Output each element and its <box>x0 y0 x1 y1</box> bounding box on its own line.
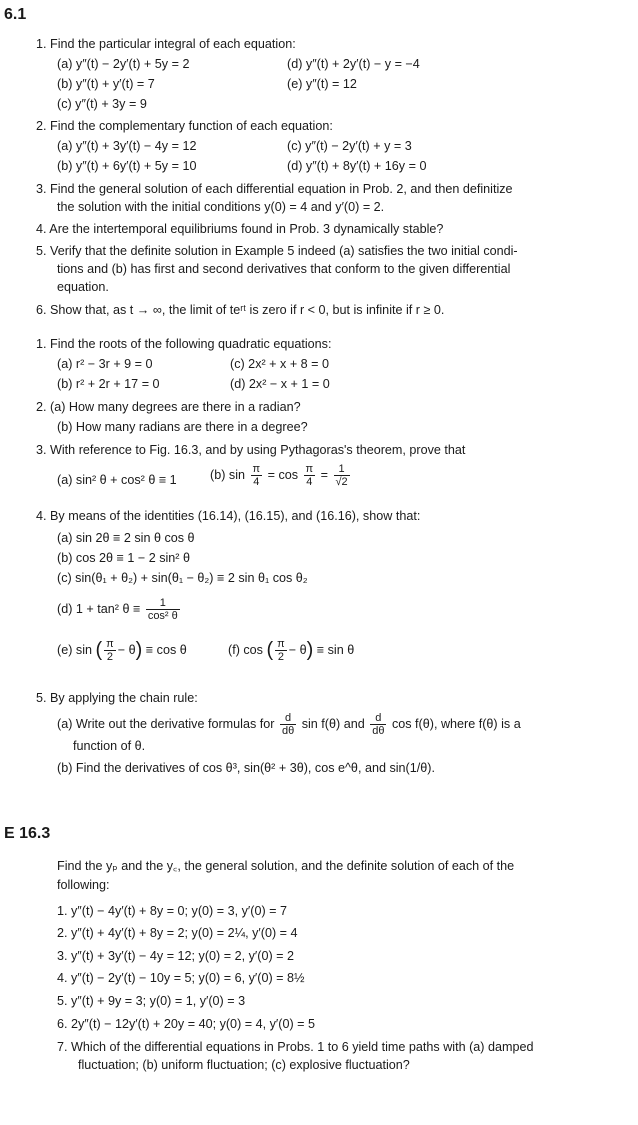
frac-den: dθ <box>281 725 295 737</box>
problem-1e: (e) y″(t) = 12 <box>287 77 357 91</box>
problem-5-line2: tions and (b) has first and second derivatives that conform to the given differential <box>57 262 511 276</box>
problem-1c: (c) y″(t) + 3y = 9 <box>57 97 147 111</box>
frac-num: π <box>106 638 114 650</box>
frac-den: dθ <box>372 725 385 737</box>
q1b: (b) r² + 2r + 17 = 0 <box>57 377 160 391</box>
frac-1-over-sqrt2 <box>334 463 350 488</box>
problem-3-line2: the solution with the initial conditions y(0) = 4 and y′(0) = 2. <box>57 200 385 214</box>
problem-2c: (c) y″(t) − 2y′(t) + y = 3 <box>287 139 412 153</box>
intro-line2: following: <box>57 878 110 892</box>
frac-num: 1 <box>334 463 350 476</box>
minus-theta: − θ <box>288 642 307 657</box>
open-paren: ( <box>95 639 103 662</box>
problem-2: 2. Find the complementary function of each equation: <box>36 119 333 133</box>
close-paren: ) <box>306 639 314 662</box>
problem-3-line1: 3. Find the general solution of each differential equation in Prob. 2, and then definitize <box>36 182 513 196</box>
problem-2d: (d) y″(t) + 8y′(t) + 16y = 0 <box>287 159 427 173</box>
problem-1d: (d) y″(t) + 2y′(t) − y = −4 <box>287 57 420 71</box>
q4b: (b) cos 2θ ≡ 1 − 2 sin² θ <box>57 551 190 565</box>
frac-d-dtheta-2 <box>370 712 386 737</box>
q5a-text1: (a) Write out the derivative formulas for <box>57 716 275 731</box>
q4f-rhs: ≡ sin θ <box>316 642 355 657</box>
q4d <box>57 597 182 622</box>
frac-d-dtheta-1 <box>280 712 296 737</box>
problem-2b: (b) y″(t) + 6y′(t) + 5y = 10 <box>57 159 197 173</box>
q1a: (a) r² − 3r + 9 = 0 <box>57 357 153 371</box>
frac-den: cos² θ <box>147 610 178 622</box>
frac-pi-over-2-f <box>275 638 287 663</box>
problem-2a: (a) y″(t) + 3y′(t) − 4y = 12 <box>57 139 197 153</box>
exercise-6: 6. 2y″(t) − 12y′(t) + 20y = 40; y(0) = 4, y′(0) = 5 <box>57 1017 316 1031</box>
frac-pi-over-2-e <box>104 638 116 663</box>
q5b: (b) Find the derivatives of cos θ³, sin(θ² + 3θ), cos e^θ, and sin(1/θ). <box>57 761 435 775</box>
exercise-1: 1. y″(t) − 4y′(t) + 8y = 0; y(0) = 3, y′(0) = 7 <box>57 904 288 918</box>
q4f-label: (f) cos <box>228 642 263 657</box>
problem-5-line1: 5. Verify that the definite solution in Example 5 indeed (a) satisfies the two initial condi- <box>36 244 518 258</box>
q1: 1. Find the roots of the following quadratic equations: <box>36 337 332 351</box>
q4c: (c) sin(θ₁ + θ₂) + sin(θ₁ − θ₂) ≡ 2 sin θ₁ cos θ₂ <box>57 571 308 585</box>
q4e-label: (e) sin <box>57 642 92 657</box>
q5a <box>57 712 521 737</box>
q5a-line2: function of θ. <box>73 739 146 753</box>
frac-pi-over-4-b <box>304 463 316 488</box>
q2a: 2. (a) How many degrees are there in a radian? <box>36 400 301 414</box>
frac-den: 2 <box>277 651 285 663</box>
problem-5-line3: equation. <box>57 280 109 294</box>
frac-den: 2 <box>106 651 114 663</box>
minus-theta: − θ <box>117 642 136 657</box>
q3b <box>210 463 352 488</box>
frac-num: d <box>370 712 386 725</box>
open-paren: ( <box>266 639 274 662</box>
exercise-2: 2. y″(t) + 4y′(t) + 8y = 2; y(0) = 2¼, y′(0) = 4 <box>57 926 298 940</box>
close-paren: ) <box>135 639 143 662</box>
q4a: (a) sin 2θ ≡ 2 sin θ cos θ <box>57 531 195 545</box>
exercise-4: 4. y″(t) − 2y′(t) − 10y = 5; y(0) = 6, y′(0) = 8½ <box>57 971 305 985</box>
frac-den: √2 <box>335 476 348 488</box>
problem-1b: (b) y″(t) + y′(t) = 7 <box>57 77 155 91</box>
section-heading-6-1: 6.1 <box>4 6 27 23</box>
frac-num: π <box>277 638 285 650</box>
frac-num: π <box>252 463 261 475</box>
q3b-label: (b) sin <box>210 467 245 482</box>
intro-line1: Find the yₚ and the y꜀, the general solution, and the definite solution of each of the <box>57 859 515 873</box>
exercise-7-line2: fluctuation; (b) uniform fluctuation; (c) explosive fluctuation? <box>78 1058 410 1072</box>
exercise-7-line1: 7. Which of the differential equations in Probs. 1 to 6 yield time paths with (a) damped <box>57 1040 534 1054</box>
q4d-label: (d) 1 + tan² θ ≡ <box>57 601 141 616</box>
problem-6: 6. Show that, as t → ∞, the limit of teʳᵗ is zero if r < 0, but is infinite if r ≥ 0. <box>36 303 445 317</box>
frac-num: d <box>280 712 296 725</box>
q4f <box>228 638 354 663</box>
exercise-5: 5. y″(t) + 9y = 3; y(0) = 1, y′(0) = 3 <box>57 994 246 1008</box>
q5a-text2: sin f(θ) and <box>301 716 365 731</box>
q5: 5. By applying the chain rule: <box>36 691 198 705</box>
exercise-3: 3. y″(t) + 3y′(t) − 4y = 12; y(0) = 2, y′(0) = 2 <box>57 949 295 963</box>
frac-pi-over-4-a <box>251 463 263 488</box>
q4e-rhs: ≡ cos θ <box>145 642 187 657</box>
q4e <box>57 638 187 663</box>
frac-den: 4 <box>253 476 260 488</box>
frac-num: 1 <box>146 597 180 610</box>
problem-1: 1. Find the particular integral of each equation: <box>36 37 296 51</box>
q3b-mid: = cos <box>267 467 299 482</box>
q1c: (c) 2x² + x + 8 = 0 <box>230 357 330 371</box>
frac-1-over-cos2 <box>146 597 180 622</box>
q5a-text3: cos f(θ), where f(θ) is a <box>391 716 521 731</box>
q3a: (a) sin² θ + cos² θ ≡ 1 <box>57 473 177 487</box>
frac-den: 4 <box>306 476 313 488</box>
q3: 3. With reference to Fig. 16.3, and by using Pythagoras's theorem, prove that <box>36 443 466 457</box>
q2b: (b) How many radians are there in a degree? <box>57 420 308 434</box>
frac-num: π <box>305 463 314 475</box>
problem-1a: (a) y″(t) − 2y′(t) + 5y = 2 <box>57 57 190 71</box>
section-heading-e16-3: E 16.3 <box>4 825 51 842</box>
q3b-eq: = <box>320 467 328 482</box>
q4: 4. By means of the identities (16.14), (16.15), and (16.16), show that: <box>36 509 421 523</box>
q1d: (d) 2x² − x + 1 = 0 <box>230 377 330 391</box>
problem-4: 4. Are the intertemporal equilibriums found in Prob. 3 dynamically stable? <box>36 222 444 236</box>
